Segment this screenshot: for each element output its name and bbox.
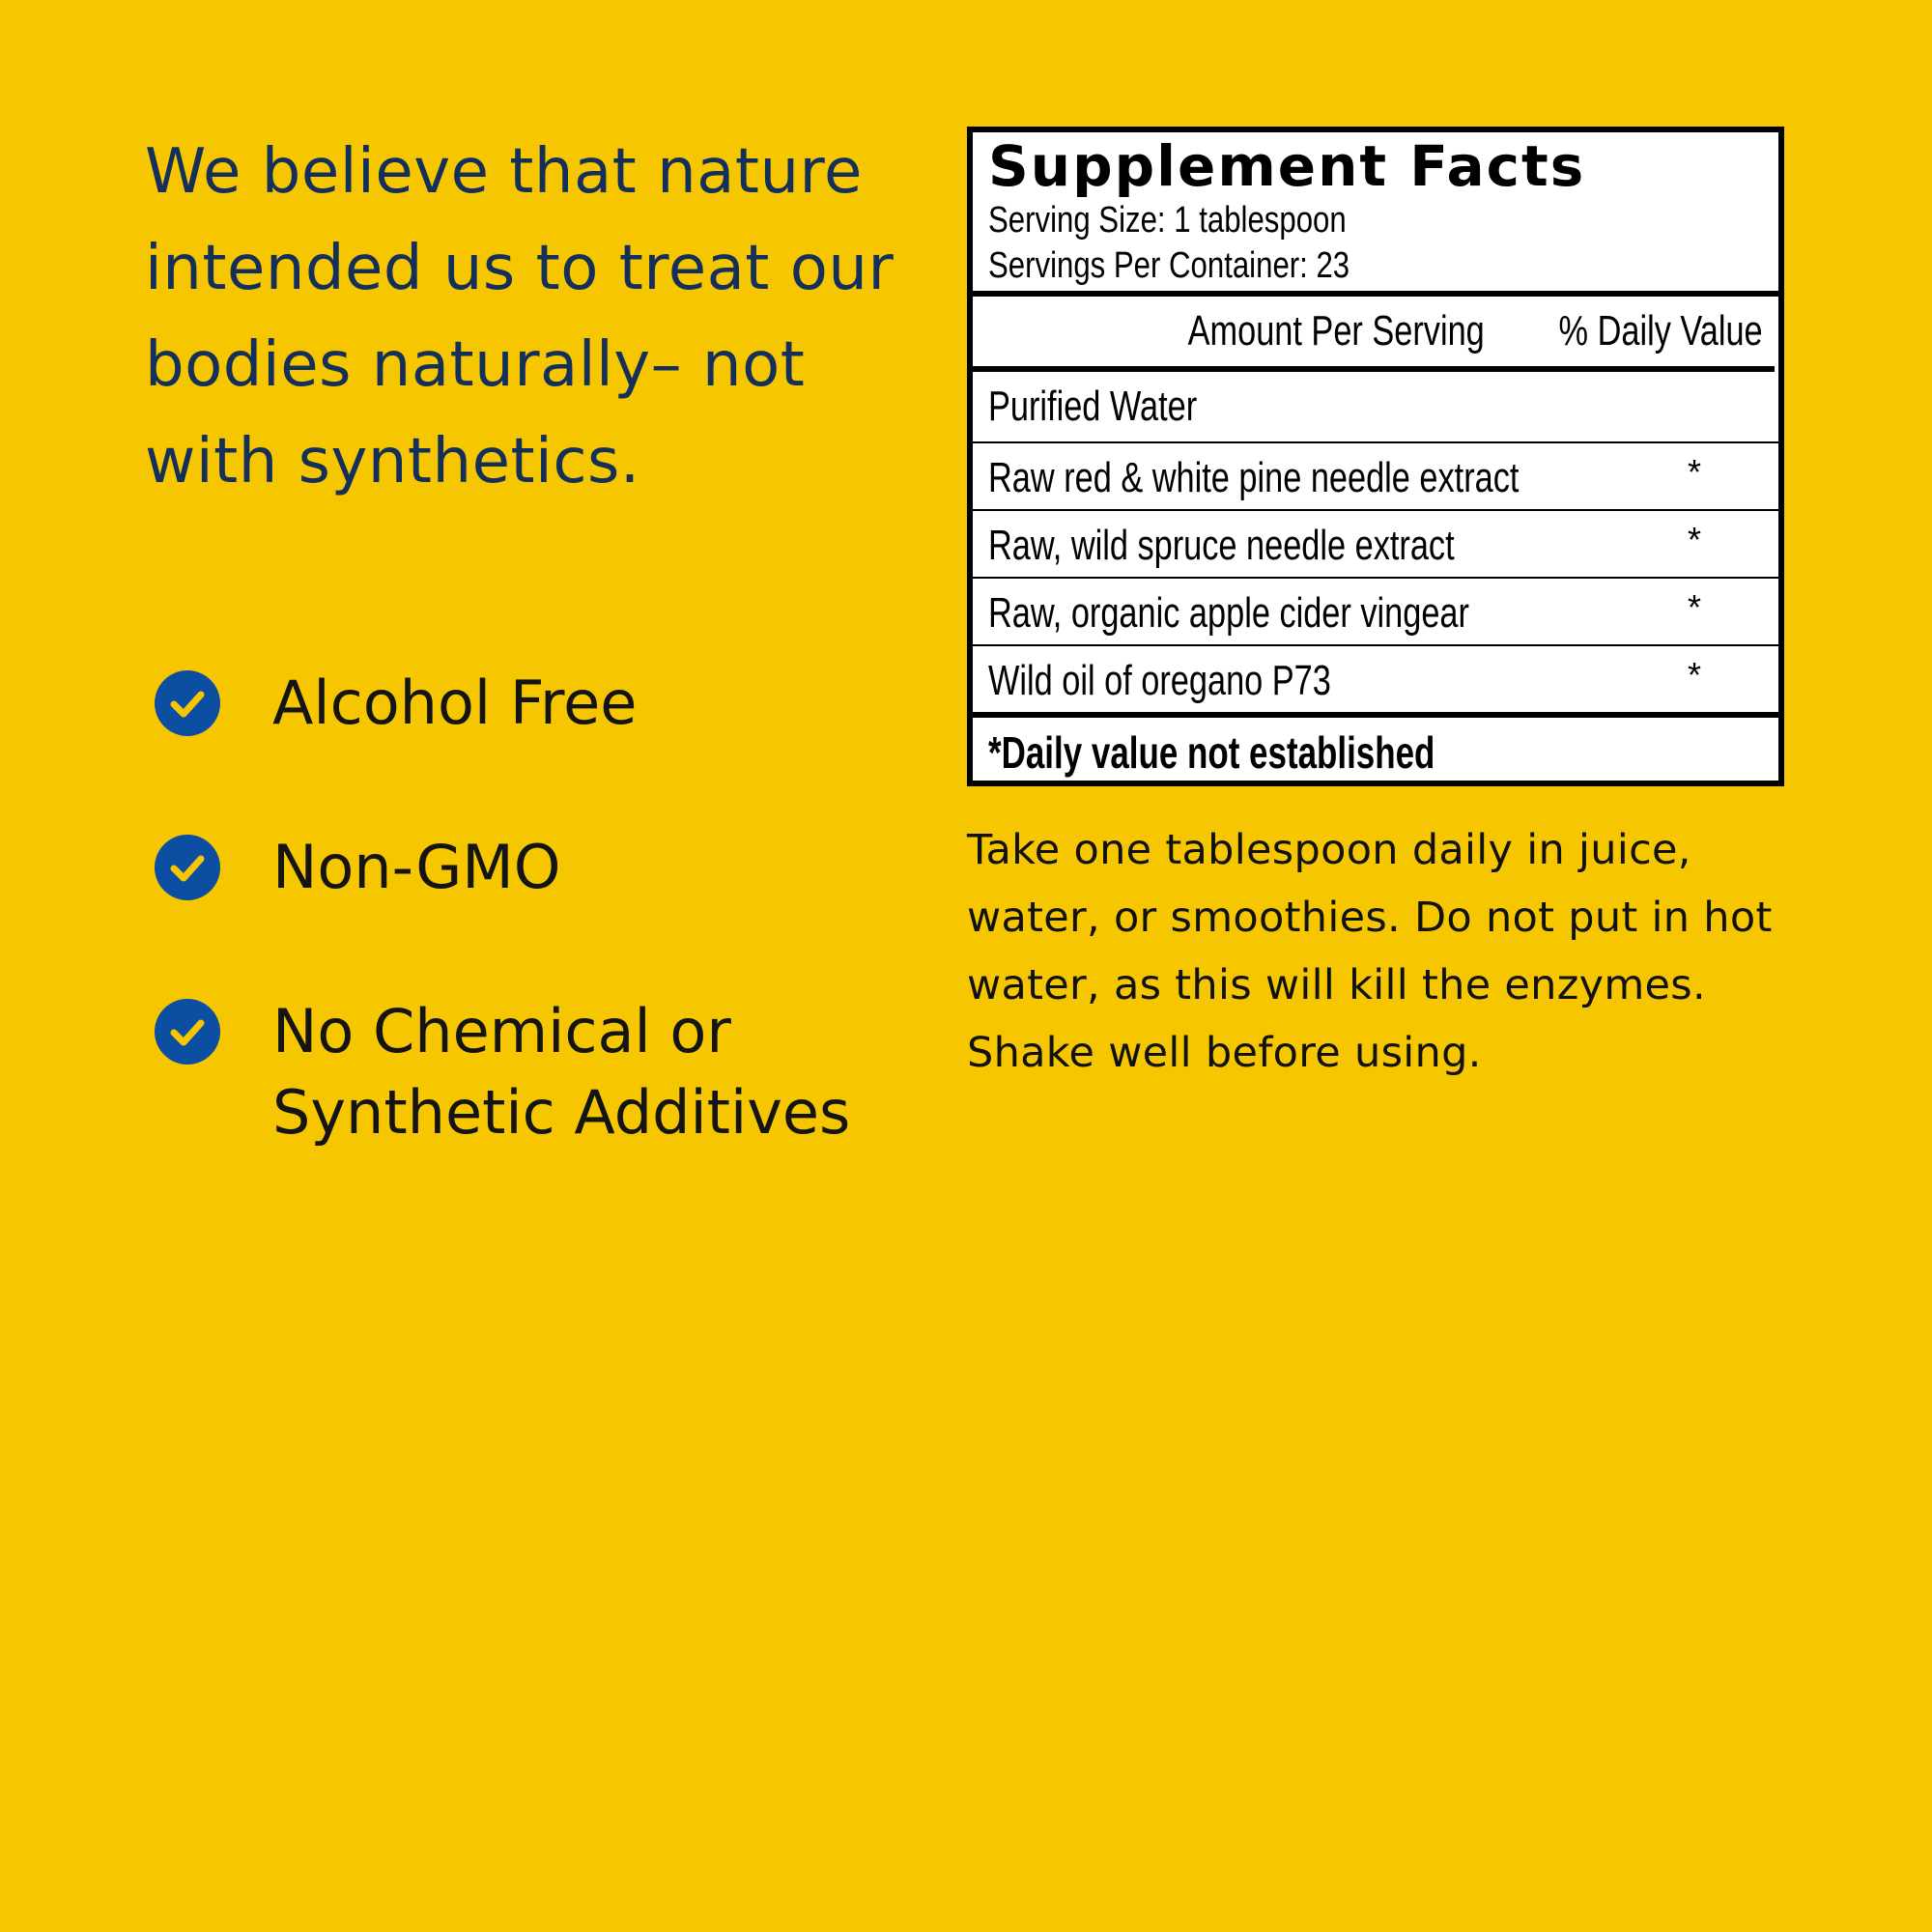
ingredient-name: Purified Water: [988, 383, 1198, 430]
feature-label: Alcohol Free: [272, 668, 638, 738]
supplement-facts-panel: [967, 127, 1784, 786]
ingredient-row: [973, 372, 1778, 443]
servings-per-container: Servings Per Container: 23: [988, 245, 1350, 286]
ingredient-list: [973, 372, 1778, 718]
ingredient-daily-value: *: [1688, 452, 1702, 492]
ingredient-name: Raw red & white pine needle extract: [988, 454, 1520, 501]
ingredient-row: [973, 579, 1778, 646]
ingredient-name: Wild oil of oregano P73: [988, 657, 1331, 704]
ingredient-daily-value: *: [1688, 587, 1702, 627]
ingredient-daily-value: *: [1688, 520, 1702, 559]
check-circle-icon: [155, 835, 220, 900]
amount-per-serving-header: Amount Per Serving: [1187, 307, 1485, 355]
serving-size: Serving Size: 1 tablespoon: [988, 200, 1347, 241]
check-circle-icon: [155, 670, 220, 736]
feature-list: [155, 663, 908, 1236]
ingredient-daily-value: *: [1688, 655, 1702, 695]
facts-column-headers: [973, 297, 1775, 372]
tagline: We believe that nature intended us to treat our bodies naturally– not with synthetics.: [145, 136, 895, 497]
feature-label: No Chemical or Synthetic Additives: [272, 996, 851, 1148]
feature-label: Non-GMO: [272, 832, 561, 902]
usage-directions: Take one tablespoon daily in juice, water, or smoothies. Do not put in hot water, as this will kill the enzymes. Shake well before using.: [967, 826, 1773, 1077]
check-circle-icon: [155, 999, 220, 1065]
facts-footnote-row: [973, 718, 1778, 787]
daily-value-header: % Daily Value: [1558, 307, 1763, 355]
ingredient-row: [973, 443, 1778, 511]
ingredient-row: [973, 511, 1778, 579]
facts-footnote: *Daily value not established: [988, 727, 1435, 778]
feature-item-alcohol-free: [155, 663, 908, 744]
feature-item-non-gmo: [155, 827, 908, 908]
feature-item-no-additives: [155, 991, 908, 1153]
facts-title: Supplement Facts: [988, 133, 1586, 199]
facts-header: [973, 132, 1778, 297]
ingredient-name: Raw, wild spruce needle extract: [988, 522, 1455, 569]
ingredient-name: Raw, organic apple cider vingear: [988, 589, 1469, 637]
ingredient-row: [973, 646, 1778, 718]
